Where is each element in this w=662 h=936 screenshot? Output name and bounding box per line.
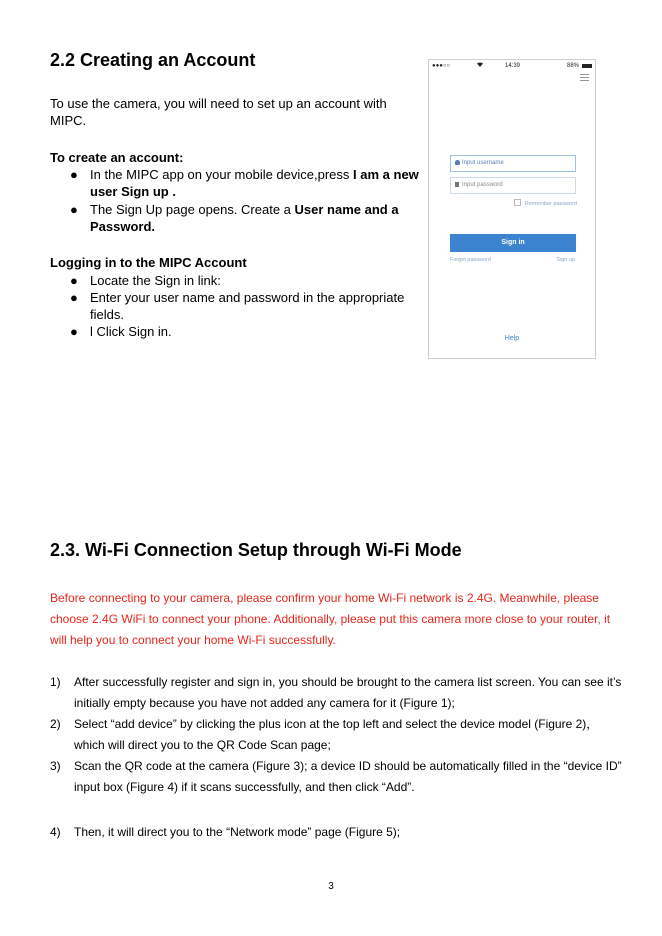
list-item (50, 166, 420, 200)
step-number: 2) (50, 717, 61, 731)
bullet-icon: ● (70, 290, 78, 305)
sign-up-link[interactable]: Sign up (556, 257, 575, 263)
username-placeholder: Input username (462, 160, 504, 166)
bullet-icon: ● (70, 324, 78, 339)
user-icon (455, 160, 460, 165)
wifi-icon (477, 60, 483, 72)
login-heading: Logging in to the MIPC Account (50, 255, 247, 270)
menu-icon[interactable] (580, 74, 589, 81)
password-input[interactable] (450, 177, 576, 194)
list-item (50, 289, 420, 323)
list-item (50, 822, 622, 843)
password-placeholder: Input password (462, 182, 503, 188)
list-item (50, 323, 420, 340)
remember-checkbox[interactable] (514, 199, 521, 206)
list-item (50, 756, 622, 798)
list-item-text: In the MIPC app on your mobile device,press (90, 167, 354, 182)
forgot-password-link[interactable]: Forget password (450, 257, 491, 263)
step-text: Scan the QR code at the camera (Figure 3); a device ID should be automatically filled in the “device ID” input box (Figure 4) if it scans successfully, and then click “Add”. (74, 759, 622, 794)
list-item (50, 272, 420, 289)
step-text: Select “add device” by clicking the plus icon at the top left and select the device model (Figure 2)，which will direct you to the QR Code Scan page; (74, 717, 599, 752)
phone-screenshot (428, 59, 596, 359)
login-list (50, 272, 420, 340)
list-item-text: Locate the Sign in link: (90, 273, 221, 288)
phone-status-bar (429, 60, 595, 72)
bullet-icon: ● (70, 202, 78, 217)
step-number: 3) (50, 759, 61, 773)
step-number: 1) (50, 675, 61, 689)
list-item-text: The Sign Up page opens. Create a (90, 202, 295, 217)
lock-icon (455, 182, 459, 187)
bullet-icon: ● (70, 167, 78, 182)
list-item (50, 714, 622, 756)
bullet-icon: ● (70, 273, 78, 288)
section-heading-2-2: 2.2 Creating an Account (50, 50, 256, 70)
setup-steps-list (50, 672, 622, 798)
setup-step-4 (50, 822, 622, 843)
list-item-text: Enter your user name and password in the appropriate fields. (90, 290, 405, 322)
intro-text: To use the camera, you will need to set up an account with MIPC. (50, 96, 387, 128)
battery-icon (582, 64, 592, 68)
step-text: After successfully register and sign in, you should be brought to the camera list screen. You can see it’s initially empty because you have not added any camera for it (Figure 1); (74, 675, 622, 710)
list-item (50, 201, 420, 235)
status-time: 14:39 (505, 63, 521, 69)
page-number: 3 (328, 881, 334, 892)
list-item (50, 672, 622, 714)
create-account-list (50, 166, 420, 235)
signal-icon: ●●●○○ (432, 63, 451, 69)
step-number: 4) (50, 825, 61, 839)
list-item-text: l Click Sign in. (90, 324, 172, 339)
list-item-bold: I am a new user Sign up . (90, 167, 419, 199)
step-text: Then, it will direct you to the “Network mode” page (Figure 5); (74, 825, 401, 839)
battery-percent: 88% (566, 63, 579, 69)
list-item-bold: User name and a Password. (90, 202, 399, 234)
remember-label: Remember password (524, 201, 577, 207)
remember-password-row[interactable] (507, 199, 577, 207)
help-link[interactable]: Help (504, 335, 520, 342)
username-input[interactable] (450, 155, 576, 172)
section-heading-2-3: 2.3. Wi-Fi Connection Setup through Wi-Fi Mode (50, 540, 462, 560)
sign-in-button[interactable]: Sign in (450, 234, 576, 252)
create-account-heading: To create an account: (50, 150, 184, 165)
wifi-warning-text: Before connecting to your camera, please confirm your home Wi-Fi network is 2.4G. Meanwhile, please choose 2.4G WiFi to connect your phone. Additionally, please put this camera more close to your router, it will help you to connect your home Wi-Fi successfully. (50, 591, 611, 647)
